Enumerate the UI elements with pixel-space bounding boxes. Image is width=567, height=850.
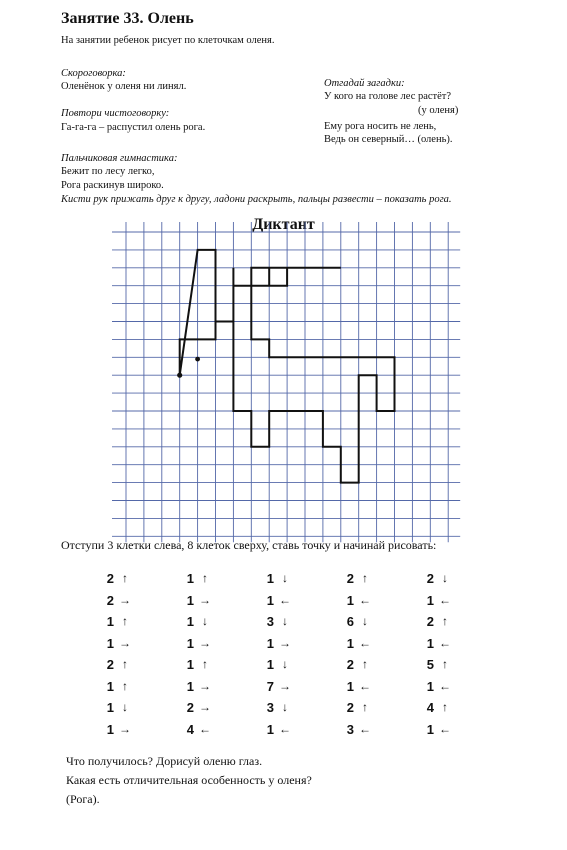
deer-eye bbox=[195, 357, 200, 362]
step-count: 2 bbox=[106, 657, 114, 672]
dictation-step bbox=[340, 614, 400, 634]
dictation-step bbox=[260, 679, 320, 699]
arrow-down-icon: ↓ bbox=[282, 657, 288, 671]
step-count: 1 bbox=[346, 592, 354, 608]
step-count: 2 bbox=[346, 657, 354, 672]
page-subtitle: На занятии ребенок рисует по клеточкам оленя. bbox=[61, 35, 275, 46]
dictation-step bbox=[100, 571, 160, 591]
dictation-step bbox=[420, 593, 480, 613]
step-count: 1 bbox=[266, 571, 274, 586]
dictation-step bbox=[100, 593, 160, 613]
step-count: 1 bbox=[266, 592, 274, 608]
dictation-step bbox=[260, 636, 320, 656]
step-count: 1 bbox=[186, 614, 194, 629]
arrow-down-icon: ↓ bbox=[362, 614, 368, 628]
arrow-right-icon: → bbox=[119, 592, 131, 607]
finger-gym-label: Пальчиковая гимнастика: bbox=[61, 153, 178, 164]
arrow-up-icon: ↑ bbox=[122, 571, 128, 585]
arrow-up-icon: ↑ bbox=[362, 700, 368, 714]
riddle-line: У кого на голове лес растёт? bbox=[324, 91, 452, 102]
dictation-step bbox=[340, 593, 400, 613]
dictation-instruction: Отступи 3 клетки слева, 8 клеток сверху, ставь точку и начинай рисовать: bbox=[61, 538, 437, 552]
finger-gym-line: Бежит по лесу легко, bbox=[61, 166, 155, 177]
dictation-step bbox=[260, 593, 320, 613]
step-count: 2 bbox=[426, 571, 434, 586]
arrow-left-icon: ← bbox=[439, 635, 451, 650]
arrow-up-icon: ↑ bbox=[122, 614, 128, 628]
step-count: 1 bbox=[186, 678, 194, 694]
dictation-step bbox=[420, 657, 480, 677]
arrow-down-icon: ↓ bbox=[122, 700, 128, 714]
tongue-twister-text: Оленёнок у оленя ни линял. bbox=[61, 81, 187, 92]
riddle-line: Ему рога носить не лень, bbox=[324, 121, 437, 132]
step-count: 2 bbox=[426, 614, 434, 629]
step-count: 1 bbox=[426, 721, 434, 737]
arrow-right-icon: → bbox=[119, 721, 131, 736]
arrow-left-icon: ← bbox=[199, 721, 211, 736]
dictation-step bbox=[100, 700, 160, 720]
step-count: 1 bbox=[186, 657, 194, 672]
dictation-step bbox=[180, 614, 240, 634]
step-count: 4 bbox=[426, 700, 434, 715]
dictation-step bbox=[180, 657, 240, 677]
step-count: 1 bbox=[426, 592, 434, 608]
dictation-step bbox=[100, 722, 160, 742]
dictation-step bbox=[420, 700, 480, 720]
arrow-left-icon: ← bbox=[279, 721, 291, 736]
step-count: 1 bbox=[186, 592, 194, 608]
dictation-step bbox=[180, 700, 240, 720]
step-count: 1 bbox=[106, 614, 114, 629]
step-count: 1 bbox=[186, 571, 194, 586]
dictation-step bbox=[100, 614, 160, 634]
step-count: 4 bbox=[186, 721, 194, 737]
arrow-right-icon: → bbox=[199, 678, 211, 693]
dictation-step bbox=[100, 636, 160, 656]
dictation-step bbox=[180, 679, 240, 699]
pure-twister-label: Повтори чистоговорку: bbox=[61, 108, 170, 119]
dictation-step bbox=[420, 571, 480, 591]
step-count: 3 bbox=[346, 721, 354, 737]
arrow-left-icon: ← bbox=[359, 721, 371, 736]
dictation-step bbox=[340, 700, 400, 720]
step-count: 2 bbox=[346, 571, 354, 586]
dictation-step bbox=[180, 722, 240, 742]
step-count: 1 bbox=[346, 678, 354, 694]
question-line: Что получилось? Дорисуй оленю глаз. bbox=[66, 754, 263, 768]
step-count: 1 bbox=[426, 635, 434, 651]
start-point bbox=[177, 373, 182, 378]
step-count: 1 bbox=[106, 635, 114, 651]
arrow-up-icon: ↑ bbox=[362, 657, 368, 671]
finger-gym-instruction: Кисти рук прижать друг к другу, ладони раскрыть, пальцы развести – показать рога. bbox=[61, 194, 452, 205]
question-answer: (Рога). bbox=[66, 792, 100, 806]
riddles-label: Отгадай загадки: bbox=[324, 78, 405, 89]
step-count: 7 bbox=[266, 678, 274, 694]
riddle-answer: (у оленя) bbox=[418, 105, 459, 116]
dictation-step bbox=[100, 657, 160, 677]
arrow-up-icon: ↑ bbox=[202, 571, 208, 585]
step-count: 3 bbox=[266, 700, 274, 715]
step-count: 2 bbox=[346, 700, 354, 715]
step-count: 1 bbox=[266, 657, 274, 672]
pure-twister-text: Га-га-га – распустил олень рога. bbox=[61, 122, 206, 133]
arrow-down-icon: ↓ bbox=[282, 571, 288, 585]
arrow-left-icon: ← bbox=[279, 592, 291, 607]
riddle-line: Ведь он северный… (олень). bbox=[324, 134, 453, 145]
step-count: 1 bbox=[106, 678, 114, 694]
arrow-up-icon: ↑ bbox=[362, 571, 368, 585]
step-count: 1 bbox=[106, 700, 114, 715]
page-title: Занятие 33. Олень bbox=[61, 10, 194, 27]
dictation-step bbox=[420, 614, 480, 634]
arrow-left-icon: ← bbox=[439, 592, 451, 607]
arrow-down-icon: ↓ bbox=[282, 614, 288, 628]
step-count: 2 bbox=[186, 700, 194, 715]
arrow-right-icon: → bbox=[199, 700, 211, 714]
arrow-up-icon: ↑ bbox=[122, 657, 128, 671]
arrow-left-icon: ← bbox=[359, 635, 371, 650]
arrow-left-icon: ← bbox=[359, 592, 371, 607]
arrow-up-icon: ↑ bbox=[442, 657, 448, 671]
dictation-step bbox=[420, 722, 480, 742]
step-count: 1 bbox=[346, 635, 354, 651]
step-count: 6 bbox=[346, 614, 354, 629]
step-count: 5 bbox=[426, 657, 434, 672]
dictation-step bbox=[180, 636, 240, 656]
finger-gym-line: Рога раскинув широко. bbox=[61, 180, 164, 191]
step-count: 2 bbox=[106, 592, 114, 608]
step-count: 1 bbox=[186, 635, 194, 651]
dictation-heading: Диктант bbox=[252, 216, 315, 233]
step-count: 1 bbox=[106, 721, 114, 737]
dictation-step bbox=[340, 657, 400, 677]
step-count: 2 bbox=[106, 571, 114, 586]
dictation-step bbox=[420, 636, 480, 656]
arrow-left-icon: ← bbox=[439, 678, 451, 693]
arrow-right-icon: → bbox=[279, 678, 291, 693]
arrow-left-icon: ← bbox=[359, 678, 371, 693]
arrow-right-icon: → bbox=[279, 635, 291, 650]
arrow-down-icon: ↓ bbox=[282, 700, 288, 714]
arrow-left-icon: ← bbox=[439, 721, 451, 736]
dictation-step bbox=[420, 679, 480, 699]
arrow-up-icon: ↑ bbox=[122, 678, 128, 693]
dictation-step bbox=[180, 593, 240, 613]
arrow-up-icon: ↑ bbox=[202, 657, 208, 671]
dictation-step bbox=[180, 571, 240, 591]
step-count: 3 bbox=[266, 614, 274, 629]
dictation-step bbox=[260, 571, 320, 591]
arrow-down-icon: ↓ bbox=[202, 614, 208, 628]
dictation-step bbox=[260, 657, 320, 677]
dictation-step bbox=[260, 614, 320, 634]
arrow-right-icon: → bbox=[199, 592, 211, 607]
dictation-step bbox=[260, 700, 320, 720]
step-count: 1 bbox=[266, 635, 274, 651]
dictation-step bbox=[340, 571, 400, 591]
arrow-up-icon: ↑ bbox=[442, 700, 448, 714]
arrow-right-icon: → bbox=[119, 635, 131, 650]
dictation-step bbox=[340, 636, 400, 656]
dictation-step bbox=[340, 679, 400, 699]
arrow-up-icon: ↑ bbox=[442, 614, 448, 628]
dictation-step bbox=[260, 722, 320, 742]
step-count: 1 bbox=[426, 678, 434, 694]
question-line: Какая есть отличительная особенность у оленя? bbox=[66, 773, 312, 787]
arrow-down-icon: ↓ bbox=[442, 571, 448, 585]
tongue-twister-label: Скороговорка: bbox=[61, 68, 126, 79]
step-count: 1 bbox=[266, 721, 274, 737]
dictation-step bbox=[100, 679, 160, 699]
arrow-right-icon: → bbox=[199, 635, 211, 650]
dictation-step bbox=[340, 722, 400, 742]
